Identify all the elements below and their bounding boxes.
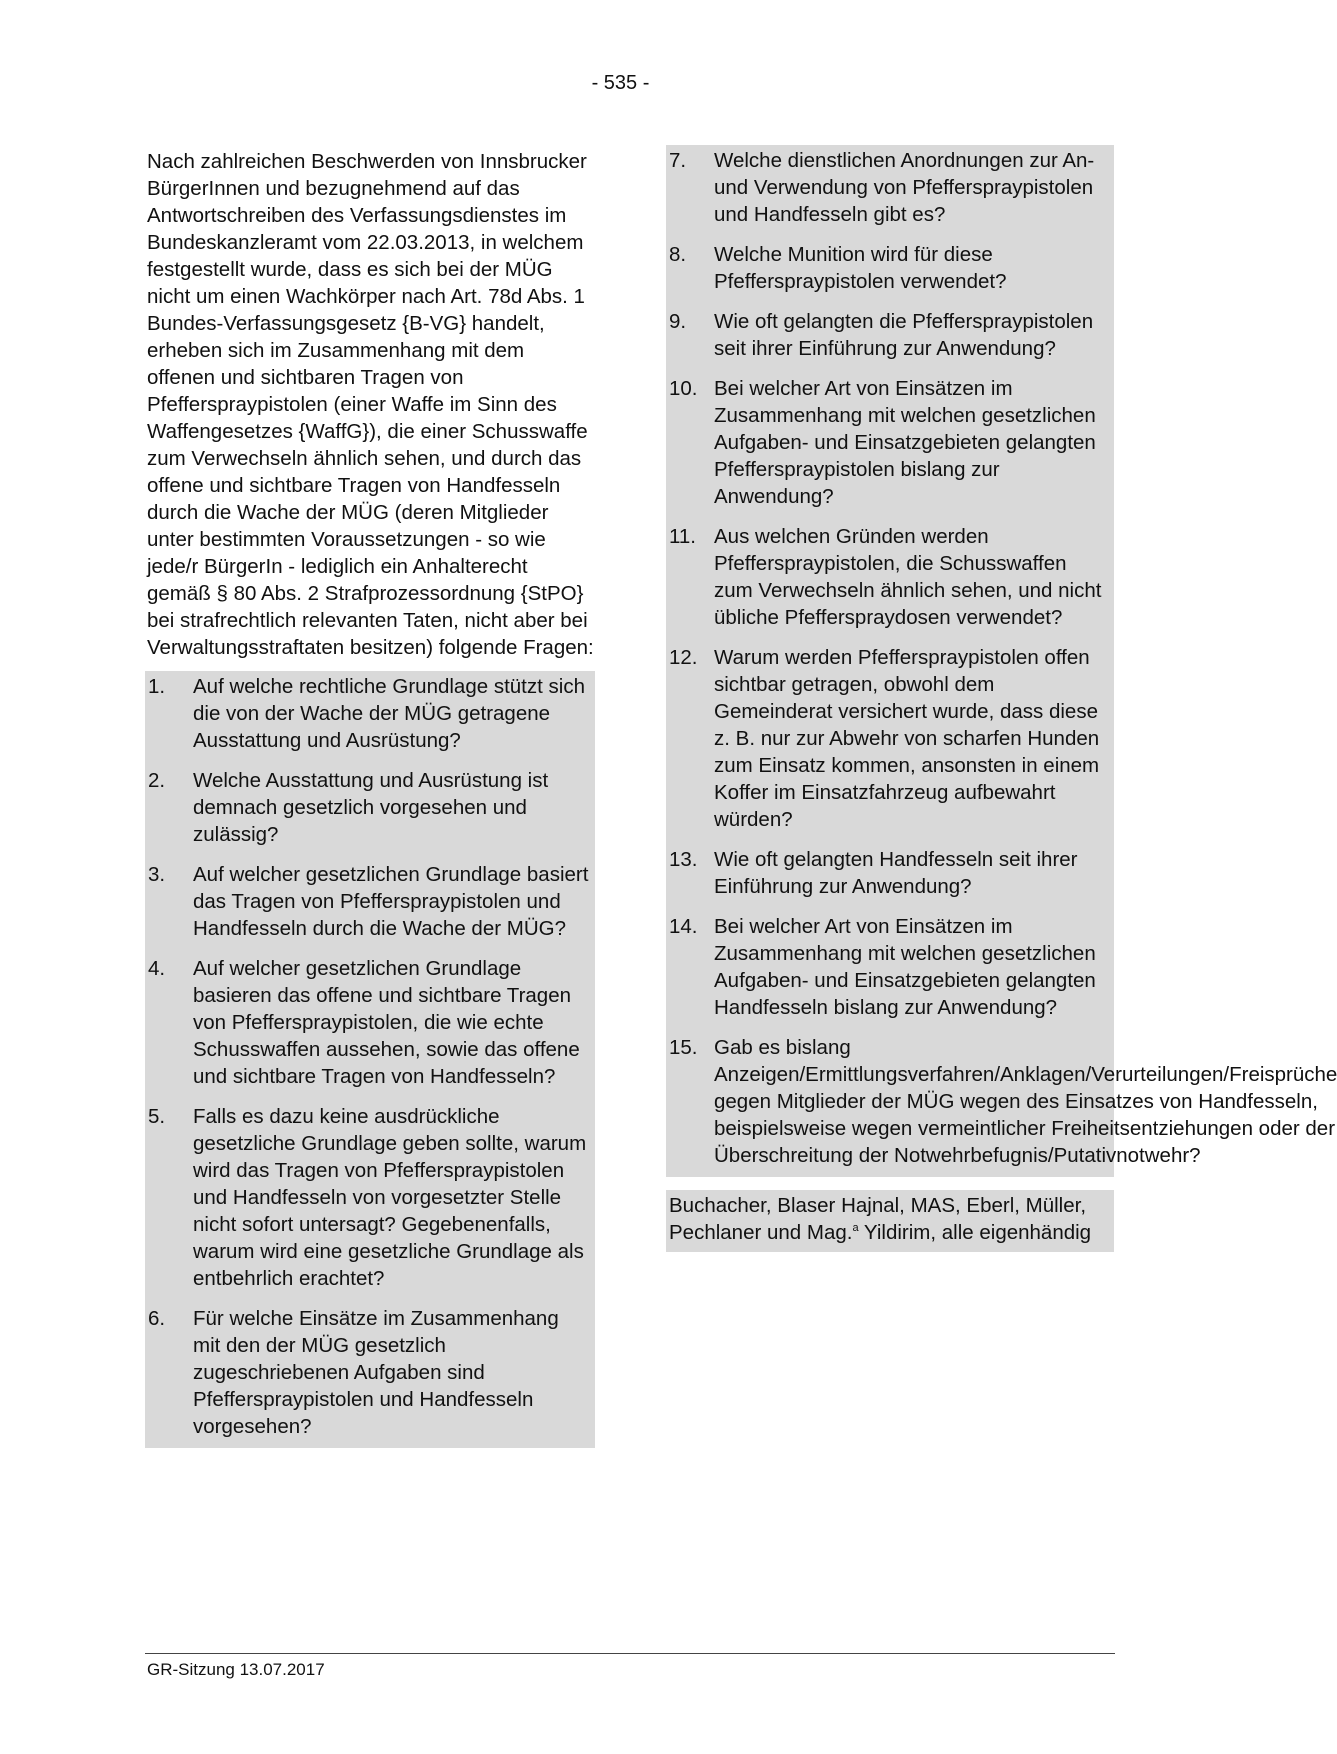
signature-superscript: a [852, 1222, 859, 1235]
question-text: Auf welche rechtliche Grundlage stützt sich die von der Wache der MÜG getragene Ausstattung und Ausrüstung? [193, 675, 585, 752]
question-number: 2. [148, 769, 166, 792]
footer-session-date: GR-Sitzung 13.07.2017 [147, 1660, 325, 1679]
question-text: Warum werden Pfefferspraypistolen offen sichtbar getragen, obwohl dem Gemeinderat versichert wurde, dass diese z. B. nur zur Abwehr von scharfen Hunden zum Einsatz kommen, ansonsten in einem Koffer im Einsatzfahrzeug aufbewahrt würden? [714, 646, 1100, 831]
question-text: Gab es bislang Anzeigen/Ermittlungsverfahren/Anklagen/Verurteilungen/Freisprüche gegen Mitglieder der MÜG wegen des Einsatzes von Handfesseln, beispielsweise wegen vermeintlicher Freiheitsentziehungen oder der Überschreitung der Notwehrbefugnis/Putativnotwehr? [714, 1036, 1337, 1167]
question-number: 1. [148, 675, 166, 698]
question-item [148, 1103, 589, 1292]
question-item [669, 644, 1108, 833]
left-column [145, 148, 595, 1448]
question-number: 10. [669, 377, 698, 400]
question-item [669, 913, 1108, 1021]
question-item [669, 846, 1108, 900]
question-item [669, 241, 1108, 295]
question-text: Bei welcher Art von Einsätzen im Zusammenhang mit welchen gesetzlichen Aufgaben- und Einsatzgebieten gelangten Pfefferspraypistolen bislang zur Anwendung? [714, 377, 1096, 508]
question-text: Bei welcher Art von Einsätzen im Zusammenhang mit welchen gesetzlichen Aufgaben- und Einsatzgebieten gelangten Handfesseln bislang zur Anwendung? [714, 915, 1096, 1019]
question-item [148, 955, 589, 1090]
question-item [148, 861, 589, 942]
question-list-right [666, 145, 1337, 1177]
question-item [148, 673, 589, 754]
question-number: 3. [148, 863, 166, 886]
question-number: 12. [669, 646, 698, 669]
question-number: 11. [669, 525, 696, 548]
question-item [148, 767, 589, 848]
question-item [669, 375, 1108, 510]
question-number: 8. [669, 243, 687, 266]
intro-paragraph: Nach zahlreichen Beschwerden von Innsbrucker BürgerInnen und bezugnehmend auf das Antwortschreiben des Verfassungsdienstes im Bundeskanzleramt vom 22.03.2013, in welchem festgestellt wurde, dass es sich bei der MÜG nicht um einen Wachkörper nach Art. 78d Abs. 1 Bundes-Verfassungsgesetz {B-VG} handelt, erheben sich im Zusammenhang mit dem offenen und sichtbaren Tragen von Pfefferspraypistolen (einer Waffe im Sinn des Waffengesetzes {WaffG}), die einer Schusswaffe zum Verwechseln ähnlich sehen, und durch das offene und sichtbare Tragen von Handfesseln durch die Wache der MÜG (deren Mitglieder unter bestimmten Voraussetzungen - so wie jede/r BürgerIn - lediglich ein Anhalterecht gemäß § 80 Abs. 2 Strafprozessordnung {StPO} bei strafrechtlich relevanten Taten, nicht aber bei Verwaltungsstraftaten besitzen) folgende Fragen: [147, 150, 594, 659]
question-text: Falls es dazu keine ausdrückliche gesetzliche Grundlage geben sollte, warum wird das Tragen von Pfefferspraypistolen und Handfesseln von vorgesetzter Stelle nicht sofort untersagt? Gegebenenfalls, warum wird eine gesetzliche Grundlage als entbehrlich erachtet? [193, 1105, 587, 1290]
footer-divider [145, 1653, 1115, 1654]
question-text: Wie oft gelangten Handfesseln seit ihrer Einführung zur Anwendung? [714, 848, 1078, 898]
question-text: Wie oft gelangten die Pfefferspraypistolen seit ihrer Einführung zur Anwendung? [714, 310, 1094, 360]
question-item [148, 1305, 589, 1440]
question-number: 5. [148, 1105, 166, 1128]
signature-rest: Yildirim, alle eigenhändig [858, 1221, 1092, 1244]
question-text: Welche Ausstattung und Ausrüstung ist demnach gesetzlich vorgesehen und zulässig? [193, 769, 549, 846]
question-number: 15. [669, 1036, 698, 1059]
question-item [669, 147, 1108, 228]
question-number: 13. [669, 848, 698, 871]
question-number: 6. [148, 1307, 166, 1330]
right-column [666, 148, 1337, 1252]
question-number: 4. [148, 957, 166, 980]
signature-names: Buchacher, Blaser Hajnal, MAS, Eberl, Müller, Pechlaner und Mag. [669, 1194, 1087, 1244]
question-number: 7. [669, 149, 687, 172]
page-number: - 535 - [591, 72, 650, 94]
question-item [669, 523, 1108, 631]
question-text: Welche dienstlichen Anordnungen zur An- und Verwendung von Pfefferspraypistolen und Handfesseln gibt es? [714, 149, 1095, 226]
question-text: Welche Munition wird für diese Pfefferspraypistolen verwendet? [714, 243, 1007, 293]
question-item [669, 1034, 1337, 1169]
question-item [669, 308, 1108, 362]
question-text: Auf welcher gesetzlichen Grundlage basieren das offene und sichtbare Tragen von Pfefferspraypistolen, die wie echte Schusswaffen aussehen, sowie das offene und sichtbare Tragen von Handfesseln? [193, 957, 580, 1088]
question-text: Für welche Einsätze im Zusammenhang mit den der MÜG gesetzlich zugeschriebenen Aufgaben sind Pfefferspraypistolen und Handfesseln vorgesehen? [193, 1307, 559, 1438]
signature-block [666, 1190, 1114, 1252]
question-text: Auf welcher gesetzlichen Grundlage basiert das Tragen von Pfefferspraypistolen und Handfesseln durch die Wache der MÜG? [193, 863, 589, 940]
question-number: 14. [669, 915, 698, 938]
question-text: Aus welchen Gründen werden Pfefferspraypistolen, die Schusswaffen zum Verwechseln ähnlich sehen, und nicht übliche Pfefferspraydosen verwendet? [714, 525, 1102, 629]
question-list-left [145, 671, 595, 1448]
question-number: 9. [669, 310, 687, 333]
